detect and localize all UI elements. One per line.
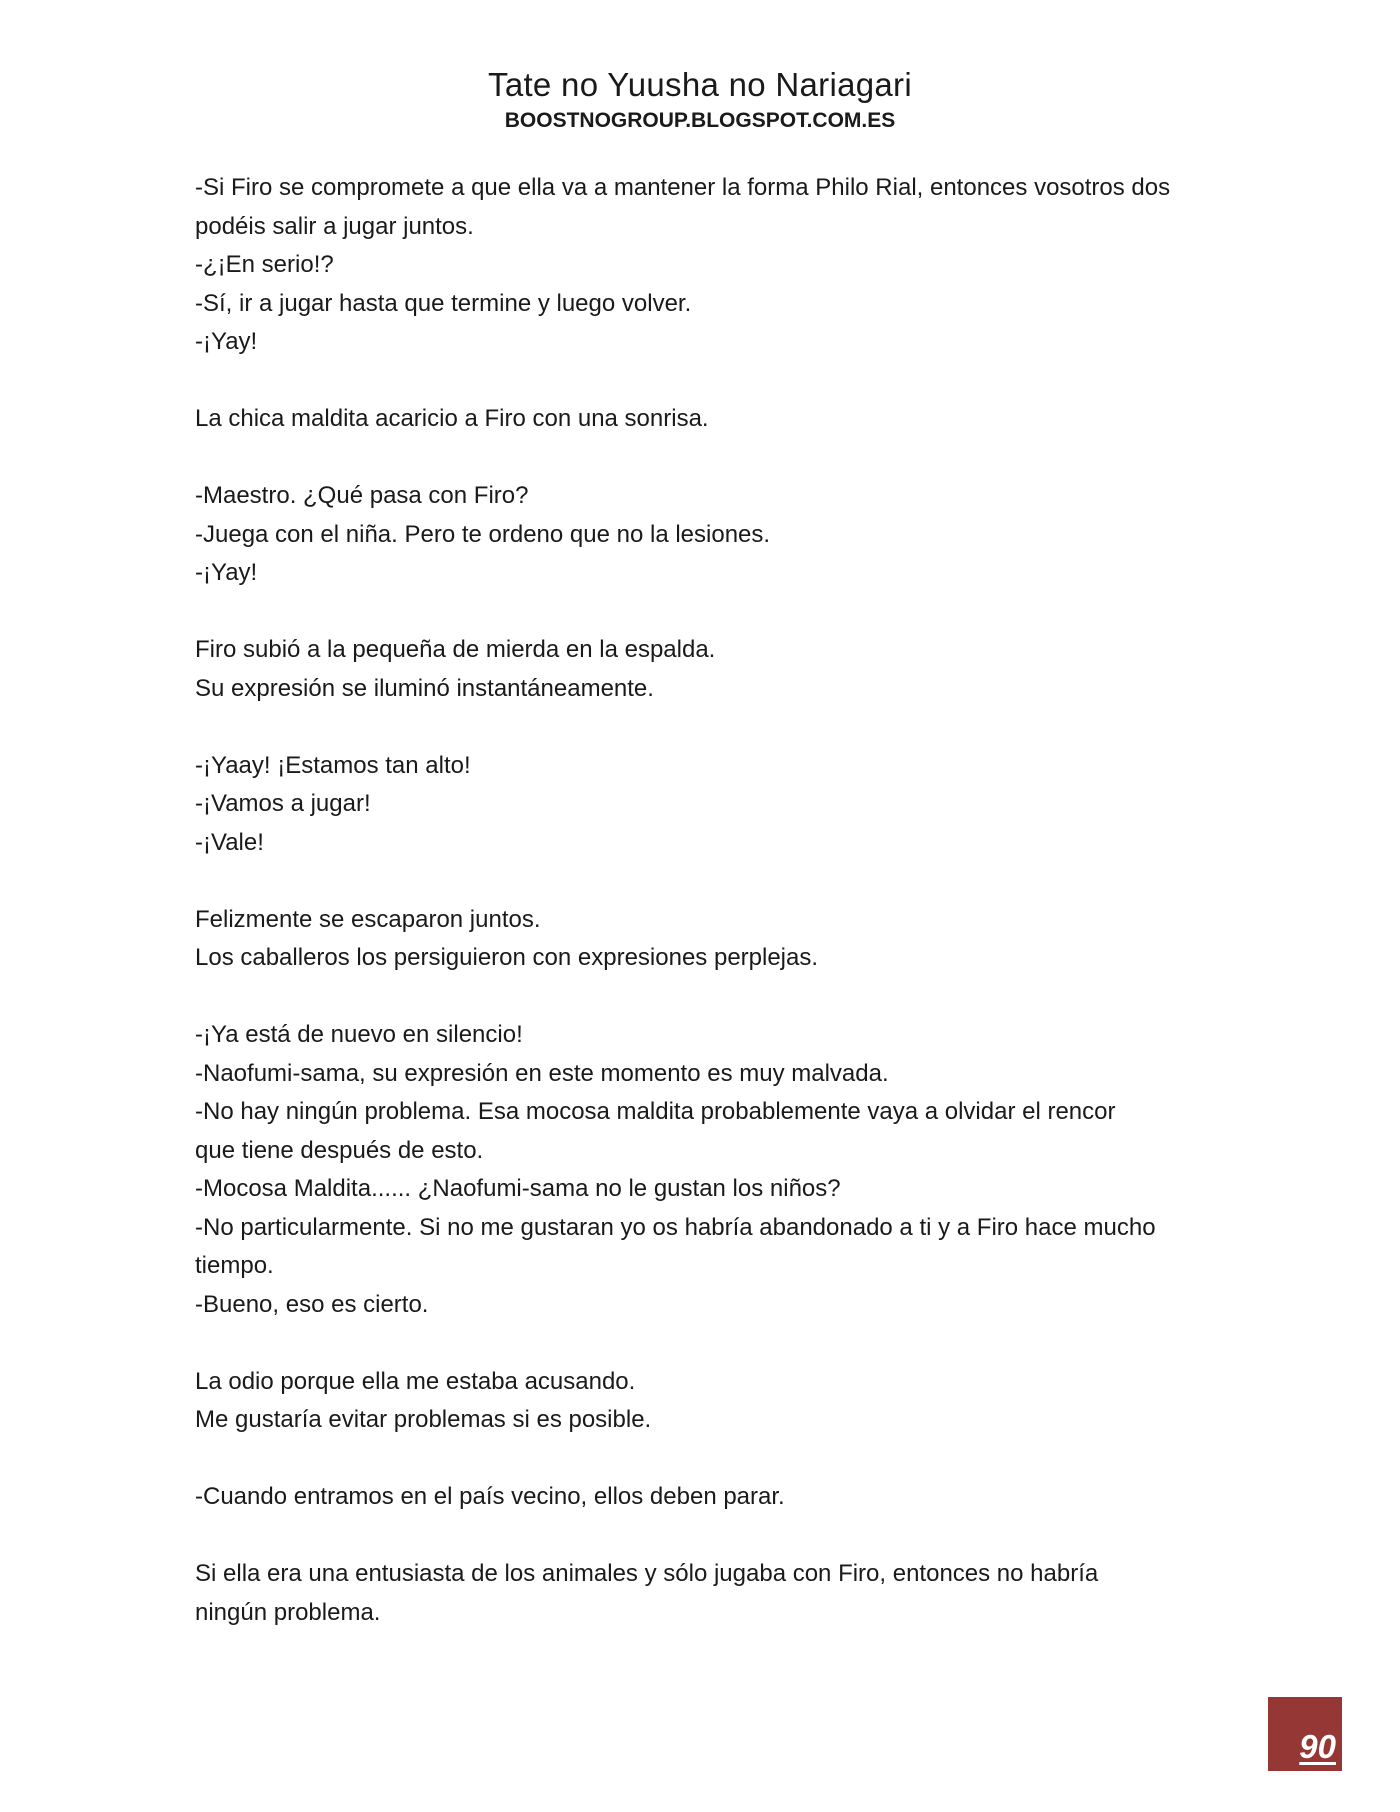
- text-line: -Naofumi-sama, su expresión en este momento es muy malvada.: [195, 1059, 889, 1087]
- text-line: -Mocosa Maldita...... ¿Naofumi-sama no le gustan los niños?: [195, 1175, 841, 1202]
- text-line: tiempo.: [195, 1252, 274, 1279]
- text-line: -Maestro. ¿Qué pasa con Firo?: [195, 482, 529, 509]
- book-title: Tate no Yuusha no Nariagari: [488, 66, 912, 103]
- text-line: La odio porque ella me estaba acusando.: [195, 1367, 636, 1395]
- page-header: [0, 64, 1400, 134]
- text-line: -¡Ya está de nuevo en silencio!: [195, 1021, 523, 1048]
- text-line: -Si Firo se compromete a que ella va a mantener la forma Philo Rial, entonces vosotros dos: [195, 174, 1171, 201]
- blank-line: [195, 978, 1245, 1017]
- text-line: que tiene después de esto.: [195, 1136, 484, 1164]
- blog-url: BOOSTNOGROUP.BLOGSPOT.COM.ES: [504, 109, 896, 132]
- text-line: Firo subió a la pequeña de mierda en la espalda.: [195, 636, 716, 663]
- page-number-box: [1268, 1697, 1342, 1771]
- text-line: Felizmente se escaparon juntos.: [195, 905, 541, 933]
- text-line: Su expresión se iluminó instantáneamente.: [195, 674, 654, 702]
- text-line: La chica maldita acaricio a Firo con una sonrisa.: [195, 405, 709, 432]
- body-text: [195, 169, 1245, 1632]
- text-line: -¿¡En serio!?: [195, 251, 334, 278]
- text-line: -¡Yay!: [195, 559, 258, 586]
- text-line: -Sí, ir a jugar hasta que termine y luego volver.: [195, 289, 692, 317]
- text-line: -Bueno, eso es cierto.: [195, 1290, 429, 1318]
- blank-line: [195, 362, 1245, 401]
- text-line: -¡Vale!: [195, 828, 264, 856]
- text-line: -No hay ningún problema. Esa mocosa maldita probablemente vaya a olvidar el rencor: [195, 1098, 1116, 1125]
- text-line: -¡Yaay! ¡Estamos tan alto!: [195, 751, 471, 779]
- text-line: -¡Vamos a jugar!: [195, 790, 371, 817]
- text-line: -¡Yay!: [195, 328, 258, 355]
- blank-line: [195, 1440, 1245, 1479]
- text-line: ningún problema.: [195, 1598, 381, 1626]
- blank-line: [195, 1324, 1245, 1363]
- text-line: -Cuando entramos en el país vecino, ellos deben parar.: [195, 1483, 785, 1510]
- blank-line: [195, 708, 1245, 747]
- text-line: Me gustaría evitar problemas si es posible.: [195, 1406, 652, 1433]
- text-line: podéis salir a jugar juntos.: [195, 212, 474, 240]
- text-line: -No particularmente. Si no me gustaran yo os habría abandonado a ti y a Firo hace mucho: [195, 1213, 1156, 1241]
- text-line: Los caballeros los persiguieron con expresiones perplejas.: [195, 944, 819, 971]
- blank-line: [195, 439, 1245, 478]
- text-line: Si ella era una entusiasta de los animales y sólo jugaba con Firo, entonces no habría: [195, 1560, 1099, 1587]
- blank-line: [195, 862, 1245, 901]
- page-number: 90: [1299, 1728, 1336, 1765]
- blank-line: [195, 593, 1245, 632]
- blank-line: [195, 1517, 1245, 1556]
- text-line: -Juega con el niña. Pero te ordeno que no la lesiones.: [195, 520, 771, 548]
